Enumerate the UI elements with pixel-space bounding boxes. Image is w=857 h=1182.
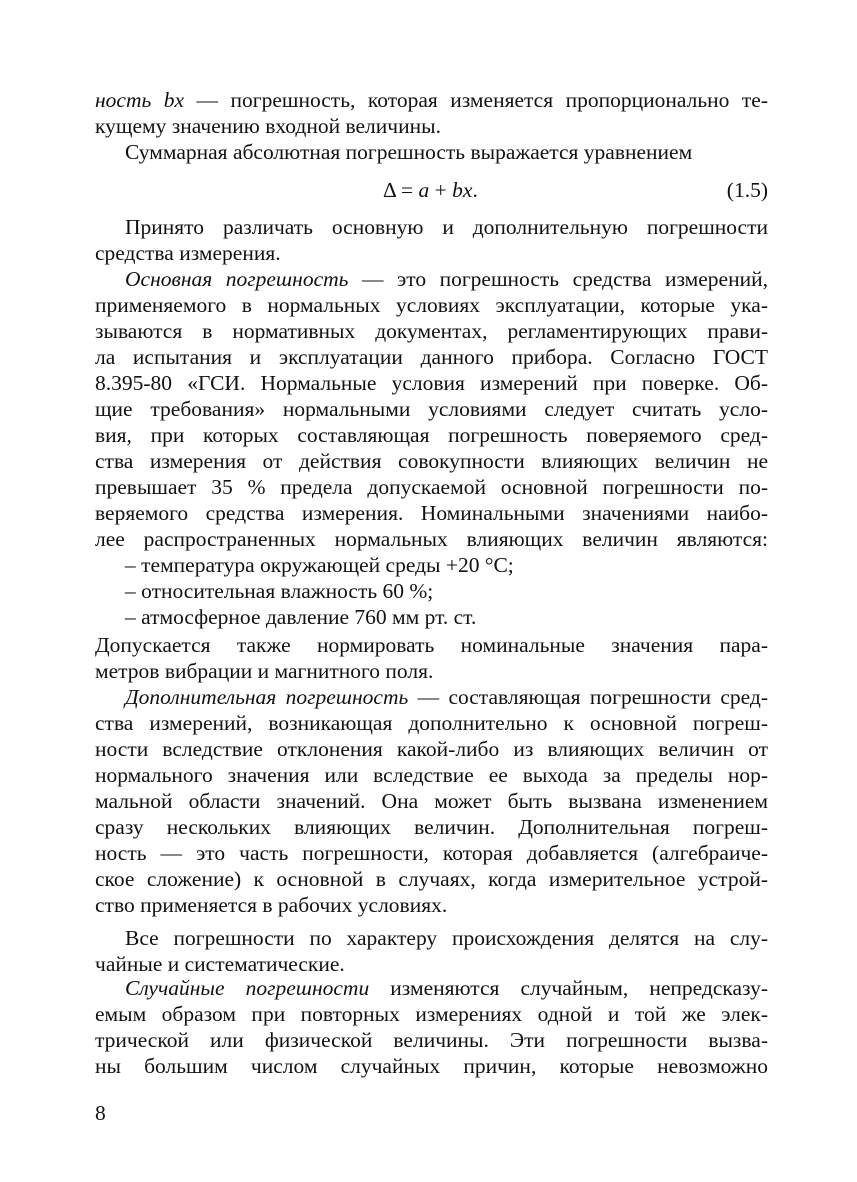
text-line: зываются в нормативных документах, регламентирующих прави- bbox=[95, 319, 768, 343]
text-line: кущему значению входной величины. bbox=[95, 114, 441, 138]
italic-term: Основная погрешность bbox=[125, 267, 349, 291]
text-line: ства измерения от действия совокупности влияющих величин не bbox=[95, 449, 768, 473]
italic-term: ность bx bbox=[95, 88, 185, 112]
text-line: емым образом при повторных измерениях одной и той же элек- bbox=[95, 1002, 768, 1026]
text-line: Случайные погрешности изменяются случайным, непредсказу- bbox=[125, 976, 768, 1000]
text-line: мальной области значений. Она может быть вызвана изменением bbox=[95, 789, 768, 813]
text-line: применяемого в нормальных условиях эксплуатации, которые ука- bbox=[95, 293, 768, 317]
page-number: 8 bbox=[95, 1101, 106, 1125]
text-line: лее распространенных нормальных влияющих величин являются: bbox=[95, 527, 768, 551]
text-line: 8.395-80 «ГСИ. Нормальные условия измерений при поверке. Об- bbox=[95, 371, 768, 395]
text-line: ны большим числом случайных причин, которые невозможно bbox=[95, 1054, 768, 1078]
equation bbox=[95, 177, 768, 203]
text-line: ла испытания и эксплуатации данного прибора. Согласно ГОСТ bbox=[95, 345, 768, 369]
text-line: Все погрешности по характеру происхождения делятся на слу- bbox=[125, 926, 768, 950]
text-line: ность bx — погрешность, которая изменяется пропорционально те- bbox=[95, 88, 769, 112]
text-line: метров вибрации и магнитного поля. bbox=[95, 659, 434, 683]
list-item: – температура окружающей среды +20 °С; bbox=[125, 553, 514, 577]
text-line: Дополнительная погрешность — составляющая погрешности сред- bbox=[125, 685, 769, 709]
italic-term: Случайные погрешности bbox=[125, 976, 370, 1000]
text-line: ское сложение) к основной в случаях, когда измерительное устрой- bbox=[95, 867, 768, 891]
equation-number: (1.5) bbox=[726, 178, 768, 202]
text-line: Допускается также нормировать номинальные значения пара- bbox=[95, 633, 768, 657]
text-line: превышает 35 % предела допускаемой основной погрешности по- bbox=[95, 475, 768, 499]
text-line: средства измерения. bbox=[95, 241, 281, 265]
text-line: Принято различать основную и дополнительную погрешности bbox=[125, 215, 768, 239]
text-line: ность — это часть погрешности, которая добавляется (алгебраиче- bbox=[95, 841, 768, 865]
equation-expression: Δ = a + bx. bbox=[383, 178, 478, 202]
text-line: ности вследствие отклонения какой-либо из влияющих величин от bbox=[95, 737, 768, 761]
text-line: вия, при которых составляющая погрешность поверяемого сред- bbox=[95, 423, 768, 447]
text-line: веряемого средства измерения. Номинальными значениями наибо- bbox=[95, 501, 768, 525]
text-line: Основная погрешность — это погрешность средства измерений, bbox=[125, 267, 768, 291]
text-line: трической или физической величины. Эти погрешности вызва- bbox=[95, 1028, 768, 1052]
list-item: – относительная влажность 60 %; bbox=[125, 579, 434, 603]
text-line: ство применяется в рабочих условиях. bbox=[95, 893, 448, 917]
text-line: Суммарная абсолютная погрешность выражается уравнением bbox=[125, 140, 693, 164]
italic-term: Дополнительная погрешность bbox=[125, 685, 409, 709]
text-line: чайные и систематические. bbox=[95, 952, 345, 976]
text-line: ства измерений, возникающая дополнительно к основной погреш- bbox=[95, 711, 768, 735]
text-line: нормального значения или вследствие ее выхода за пределы нор- bbox=[95, 763, 768, 787]
list-item: – атмосферное давление 760 мм рт. ст. bbox=[125, 605, 477, 629]
text-line: щие требования» нормальными условиями следует считать усло- bbox=[95, 397, 768, 421]
text-line: сразу нескольких влияющих величин. Дополнительная погреш- bbox=[95, 815, 768, 839]
